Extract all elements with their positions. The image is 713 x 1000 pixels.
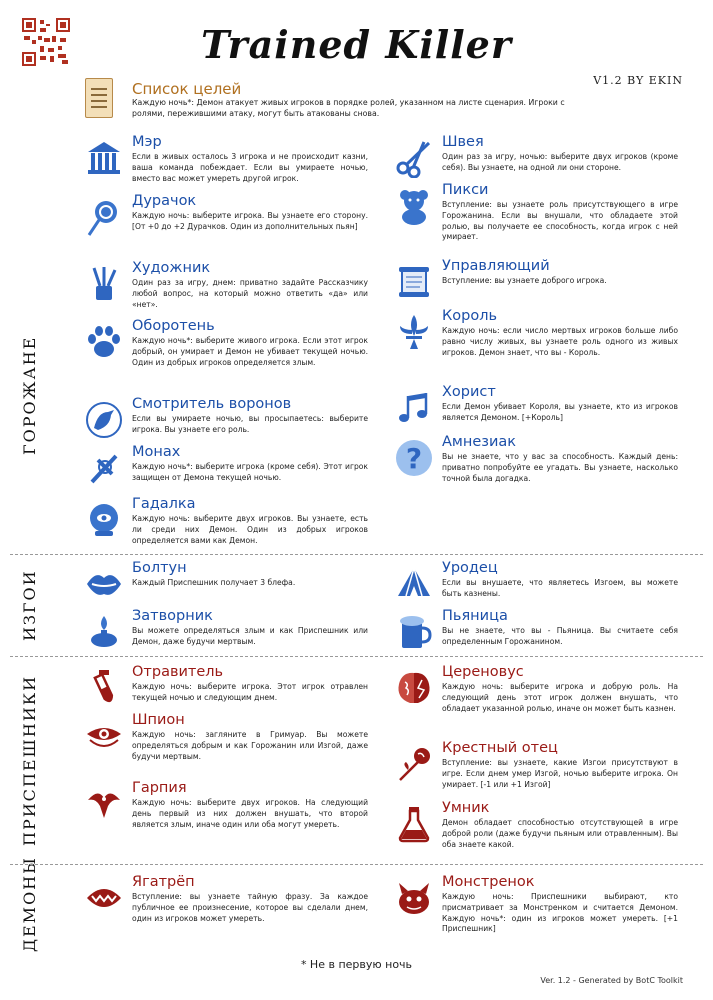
brushes-icon <box>84 264 124 304</box>
svg-text:?: ? <box>405 442 423 475</box>
section-divider <box>10 864 703 865</box>
character-name: Ягатрёп <box>132 874 195 890</box>
character-ability: Один раз за игру, ночью: выберите двух игроков (кроме себя). Вы узнаете, на одной ли они стороне. <box>442 152 678 172</box>
character-ability: Если вы умираете ночью, вы просыпаетесь: выберите игрока. Вы узнаете его роль. <box>132 414 368 434</box>
character-name: Управляющий <box>442 258 550 274</box>
cross-icon <box>84 448 124 488</box>
target-list-icon <box>85 78 113 118</box>
character-name: Уродец <box>442 560 498 576</box>
character-ability: Каждую ночь: если число мертвых игроков больше либо равно числу живых, вы узнаете роль одного из живых игроков. Демон знает, что вы - Король. <box>442 326 678 357</box>
character-ability: Вступление: вы узнаете, какие Изгои присутствуют в игре. Если днем умер Изгой, ночью выберите игрока. Он умирает. [-1 или +1 Изгой] <box>442 758 678 789</box>
generator-credit: Ver. 1.2 - Generated by BotC Toolkit <box>540 976 683 985</box>
baby-monster-icon <box>394 878 434 918</box>
character-name: Амнезиак <box>442 434 517 450</box>
circus-tent-icon <box>394 564 434 604</box>
character-name: Шпион <box>132 712 185 728</box>
target-list-heading: Список целей <box>132 80 242 98</box>
flask-icon <box>394 804 434 844</box>
question-mark-icon <box>394 438 434 478</box>
character-name: Художник <box>132 260 211 276</box>
beer-mug-icon <box>394 612 434 652</box>
character-ability: Демон обладает способностью отсутствующей в игре доброй роли (даже будучи пьяным или отравленным). Вы оба знаете какой. <box>442 818 678 849</box>
paw-icon <box>84 322 124 362</box>
character-name: Умник <box>442 800 490 816</box>
lips-icon <box>84 564 124 604</box>
first-night-note: * Не в первую ночь <box>300 958 413 971</box>
scissors-icon <box>394 138 434 178</box>
team-label-demons: ДЕМОНЫ <box>20 856 39 952</box>
character-ability: Каждую ночь: загляните в Гримуар. Вы можете определяться добрым и как Горожанин или Изгой, даже будучи мертвым. <box>132 730 368 761</box>
character-ability: Каждую ночь*: выберите игрока (кроме себя). Этот игрок защищен от Демона текущей ночью. <box>132 462 368 482</box>
character-ability: Каждую ночь: выберите игрока. Вы узнаете его сторону. [От +0 до +2 Дурачков. Один из дополнительных пьян] <box>132 211 368 231</box>
character-name: Пикси <box>442 182 489 198</box>
section-divider <box>10 554 703 555</box>
character-ability: Вы не знаете, что у вас за способность. Каждый день: приватно попробуйте ее угадать. Вы узнаете, насколько точной была догадка. <box>442 452 678 483</box>
character-name: Пьяница <box>442 608 508 624</box>
character-name: Гадалка <box>132 496 196 512</box>
character-ability: Вступление: вы узнаете роль присутствующего в игре Горожанина. Если вы внушали, что обладаете этой ролью, вы получаете ее способность, когда игрок с ней умирает. <box>442 200 678 242</box>
character-ability: Если вы внушаете, что являетесь Изгоем, вы можете быть казнены. <box>442 578 678 598</box>
character-name: Дурачок <box>132 193 197 209</box>
character-ability: Если в живых осталось 3 игрока и не происходит казни, ваша команда побеждает. Если вы умираете ночью, вместо вас может умереть другой игрок. <box>132 152 368 183</box>
mouth-icon <box>84 878 124 918</box>
team-label-outsiders: ИЗГОИ <box>20 569 39 641</box>
character-name: Цереновус <box>442 664 524 680</box>
character-ability: Вступление: вы узнаете доброго игрока. <box>442 276 607 285</box>
character-ability: Вы можете определяться злым и как Приспешник или Демон, даже будучи мертвым. <box>132 626 368 646</box>
character-ability: Один раз за игру, днем: приватно задайте Рассказчику любой вопрос, на который можно ответить «да» или «нет». <box>132 278 368 309</box>
character-ability: Если Демон убивает Короля, вы узнаете, кто из игроков является Демоном. [+Король] <box>442 402 678 422</box>
harpy-icon <box>84 784 124 824</box>
team-label-townsfolk: ГОРОЖАНЕ <box>20 335 39 455</box>
teddy-bear-icon <box>394 186 434 226</box>
character-name: Затворник <box>132 608 213 624</box>
lollipop-icon <box>84 197 124 237</box>
character-ability: Каждую ночь*: выберите живого игрока. Если этот игрок добрый, он умирает и Демон не убивает текущей ночью. Один из добрых игроков определяется злым. <box>132 336 368 367</box>
character-name: Швея <box>442 134 484 150</box>
team-label-minions: ПРИСПЕШНИКИ <box>20 674 39 846</box>
character-name: Гарпия <box>132 780 187 796</box>
music-notes-icon <box>394 388 434 428</box>
character-name: Крестный отец <box>442 740 558 756</box>
character-name: Отравитель <box>132 664 224 680</box>
character-ability: Каждую ночь: выберите игрока. Этот игрок отравлен текущей ночью и следующим днем. <box>132 682 368 702</box>
rose-icon <box>394 744 434 784</box>
character-name: Оборотень <box>132 318 215 334</box>
lamp-icon <box>84 612 124 652</box>
version-label: V1.2 BY EKIN <box>593 74 683 87</box>
crystal-ball-icon <box>84 500 124 540</box>
character-ability: Вступление: вы узнаете тайную фразу. За каждое публичное ее произнесение, которое вы сделали днем, один из игроков может умереть. <box>132 892 368 923</box>
character-ability: Каждый Приспешник получает 3 блефа. <box>132 578 296 587</box>
character-ability: Каждую ночь: выберите двух игроков. На следующий день первый из них должен внушать, что второй является злым, иначе один или оба могут умереть. <box>132 798 368 829</box>
character-name: Мэр <box>132 134 162 150</box>
character-ability: Каждую ночь: выберите двух игроков. Вы узнаете, есть ли среди них Демон. Один из добрых игроков определяется вами как Демон. <box>132 514 368 545</box>
character-name: Монах <box>132 444 181 460</box>
pillars-icon <box>84 138 124 178</box>
character-ability: Каждую ночь: выберите игрока и добрую роль. На следующий день этот игрок должен внушать, что обладает указанной ролью, иначе он может быть казнен. <box>442 682 678 713</box>
scroll-icon <box>394 262 434 302</box>
character-ability: Вы не знаете, что вы - Пьяница. Вы считаете себя определенным Горожанином. <box>442 626 678 646</box>
section-divider <box>10 656 703 657</box>
character-name: Монстренок <box>442 874 535 890</box>
character-ability: Каждую ночь: Приспешники выбирают, кто присматривает за Монстренком и считается Демоном. Каждую ночь*: один из игроков может умереть. [+1 Приспешник] <box>442 892 678 934</box>
character-name: Король <box>442 308 498 324</box>
vial-icon <box>84 668 124 708</box>
brain-icon <box>394 668 434 708</box>
script-title: Trained Killer <box>201 22 512 67</box>
raven-icon <box>84 400 124 440</box>
character-name: Болтун <box>132 560 187 576</box>
character-name: Смотритель воронов <box>132 396 292 412</box>
character-name: Хорист <box>442 384 496 400</box>
eye-mask-icon <box>84 716 124 756</box>
fleur-de-lis-icon <box>394 312 434 352</box>
target-list-text: Каждую ночь*: Демон атакует живых игроков в порядке ролей, указанном на листе сценария. Игроки с ролями, пережившими атаку, могут быть атакованы снова. <box>132 98 565 118</box>
